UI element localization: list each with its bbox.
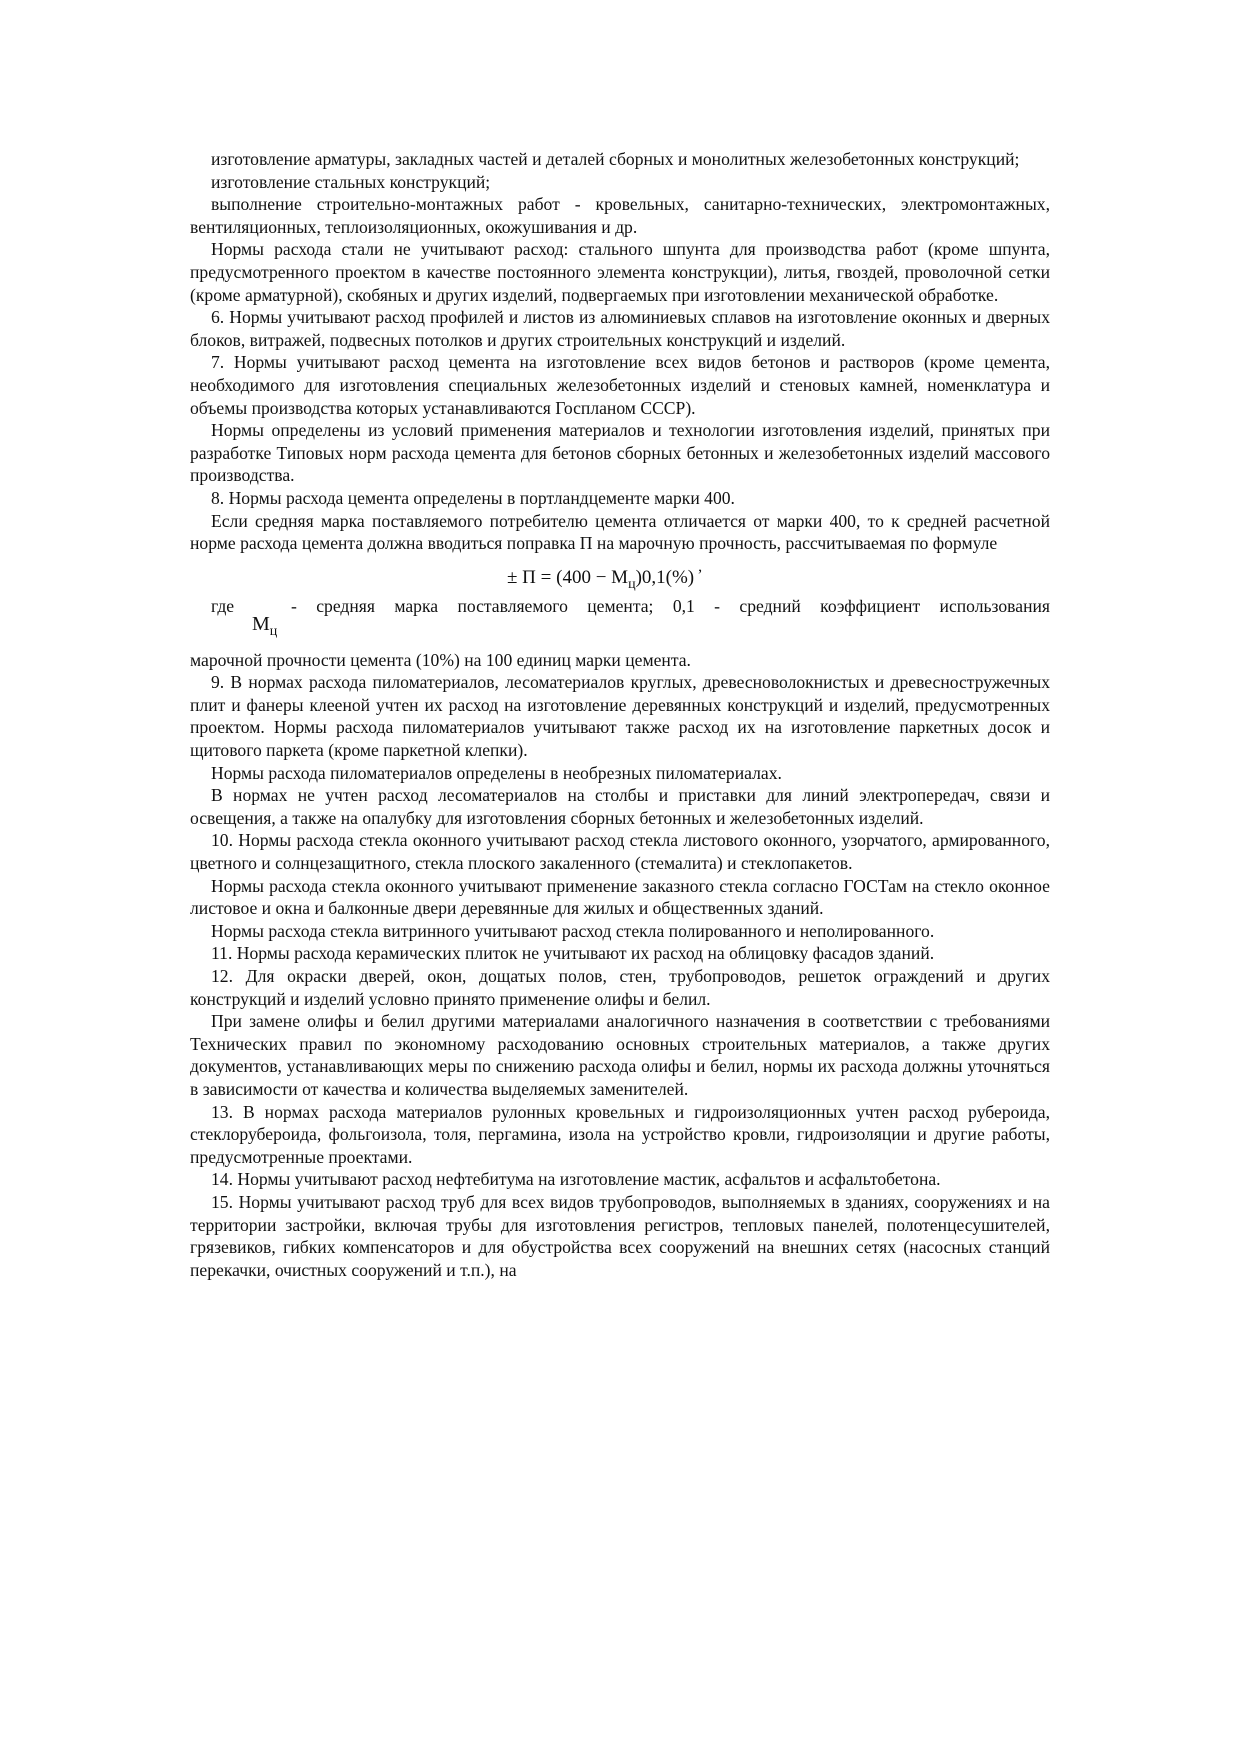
where-symbol-subscript: ц [269,623,278,639]
paragraph: При замене олифы и белил другими материалами аналогичного назначения в соответствии с требованиями Технических правил по экономному расходованию основных строительных материалов, а также других документов, устанавливающих меры по снижению расхода олифы и белил, нормы их расхода должны уточняться в зависимости от качества и количества выделяемых заменителей. [190,1011,1050,1099]
paragraph: 7. Нормы учитывают расход цемента на изготовление всех видов бетонов и растворов (кроме цемента, необходимого для изготовления специальных железобетонных изделий и стеновых камней, номенклатура и объемы производства которых устанавливаются Госпланом СССР). [190,352,1050,418]
paragraph: Нормы расхода пиломатериалов определены в необрезных пиломатериалах. [211,762,782,783]
paragraph: 12. Для окраски дверей, окон, дощатых полов, стен, трубопроводов, решеток ограждений и других конструкций и изделий условно принято применение олифы и белил. [190,966,1050,1009]
paragraph: 8. Нормы расхода цемента определены в портландцементе марки 400. [211,487,735,508]
formula-comma: , [698,557,703,575]
paragraph: 14. Нормы учитывают расход нефтебитума на изготовление мастик, асфальтов и асфальтобетона. [211,1169,941,1190]
paragraph: 13. В нормах расхода материалов рулонных кровельных и гидроизоляционных учтен расход рубероида, стеклорубероида, фольгоизола, толя, пергамина, изола на устройство кровли, гидроизоляции и другие работы, предусмотренные проектами. [190,1101,1050,1167]
paragraph: 15. Нормы учитывают расход труб для всех видов трубопроводов, выполняемых в зданиях, сооружениях и на территории застройки, включая трубы для изготовления регистров, тепловых панелей, полотенцесушителей, грязевиков, гибких компенсаторов и для обустройства всех сооружений на внешних сетях (насосных станций перекачки, очистных сооружений и т.п.), на [190,1191,1050,1280]
paragraph: 6. Нормы учитывают расход профилей и листов из алюминиевых сплавов на изготовление оконных и дверных блоков, витражей, подвесных потолков и других строительных конструкций и изделий. [190,307,1050,350]
paragraph: изготовление стальных конструкций; [211,171,491,192]
formula-rhs: )0,1(%) [635,566,695,588]
paragraph: Нормы расхода стали не учитывают расход: стального шпунта для производства работ (кроме шпунта, предусмотренного проектом в качестве постоянного элемента конструкции), литья, гвоздей, проволочной сетки (кроме арматурной), скобяных и других изделий, подвергаемых при изготовлении механической обработке. [190,239,1050,305]
paragraph: 11. Нормы расхода керамических плиток не учитывают их расход на облицовку фасадов зданий. [211,943,935,964]
paragraph: Нормы определены из условий применения материалов и технологии изготовления изделий, принятых при разработке Типовых норм расхода цемента для бетонов сборных бетонных и железобетонных изделий массового производства. [190,420,1050,486]
where-symbol-main: М [252,612,270,635]
where-word: где [211,595,235,616]
paragraph: 9. В нормах расхода пиломатериалов, лесоматериалов круглых, древесноволокнистых и древесностружечных плит и фанеры клееной учтен их расход на изготовление деревянных конструкций и изделий, предусмотренных проектом. Нормы расхода пиломатериалов учитывают также расход их на изготовление паркетных досок и щитового паркета (кроме паркетной клепки). [190,672,1050,761]
paragraph: В нормах не учтен расход лесоматериалов на столбы и приставки для линий электропередач, связи и освещения, а также на опалубку для изготовления сборных бетонных и железобетонных изделий. [190,785,1050,828]
where-symbol [252,613,277,644]
document-body [190,148,1050,1281]
where-text: - средняя марка поставляемого цемента; 0,1 - средний коэффициент использования [291,595,1050,616]
paragraph: Нормы расхода стекла витринного учитывают расход стекла полированного и неполированного. [211,920,935,941]
formula-subscript: ц [628,576,636,592]
paragraph: Если средняя марка поставляемого потребителю цемента отличается от марки 400, то к средней расчетной норме расхода цемента должна вводиться поправка П на марочную прочность, рассчитываемая по формуле [190,510,1050,554]
paragraph-continuation: марочной прочности цемента (10%) на 100 единиц марки цемента. [190,649,691,670]
paragraph: выполнение строительно-монтажных работ - кровельных, санитарно-технических, электромонтажных, вентиляционных, теплоизоляционных, окожушивания и др. [190,194,1050,237]
paragraph: изготовление арматуры, закладных частей и деталей сборных и монолитных железобетонных конструкций; [211,149,1020,169]
paragraph: 10. Нормы расхода стекла оконного учитывают расход стекла листового оконного, узорчатого, армированного, цветного и солнцезащитного, стекла плоского закаленного (стемалита) и стеклопакетов. [190,830,1050,874]
formula-lhs: ± П = (400 − М [507,566,629,588]
formula-line [190,555,1050,591]
paragraph: Нормы расхода стекла оконного учитывают применение заказного стекла согласно ГОСТам на стекло оконное листовое и окна и балконные двери деревянные для жилых и общественных зданий. [190,875,1050,919]
where-clause [190,591,1050,649]
